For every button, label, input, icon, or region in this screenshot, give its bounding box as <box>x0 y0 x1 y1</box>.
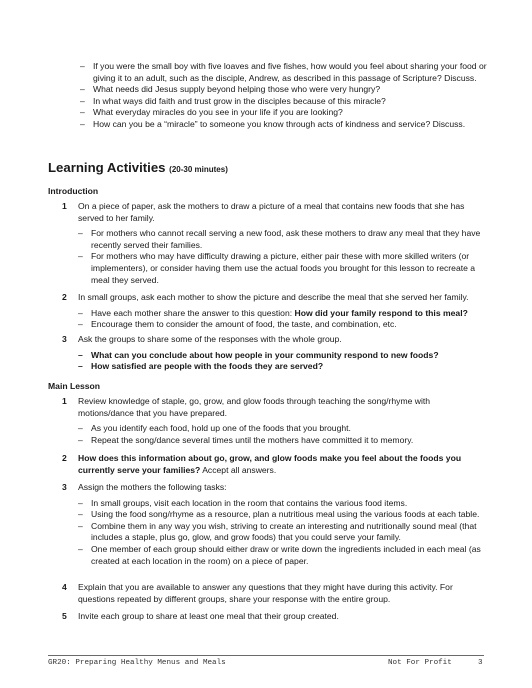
item-text: Review knowledge of staple, go, grow, and glow foods through teaching the song/rhyme with motions/dance that you have prepared. <box>78 396 431 418</box>
list-item: – What everyday miracles do you see in your life if you are looking? <box>80 107 500 119</box>
introduction-item-3 <box>62 334 482 373</box>
introduction-item-2 <box>62 292 482 331</box>
list-item: – For mothers who cannot recall serving a new food, ask these mothers to draw any meal that they have recently served their families. <box>78 228 482 251</box>
list-item: – If you were the small boy with five loaves and five fishes, how would you feel about sharing your food or giving it to an adult, such as the disciple, Andrew, as described in this passage of Scripture? Discuss. <box>80 61 500 84</box>
list-item: – What needs did Jesus supply beyond helping those who were very hungry? <box>80 84 500 96</box>
item-number: 2 <box>62 453 67 463</box>
section-title-text: Learning Activities <box>48 160 166 175</box>
discussion-questions <box>80 61 500 131</box>
list-item: – How satisfied are people with the foods they are served? <box>78 361 482 373</box>
introduction-item-1 <box>62 201 482 286</box>
list-item <box>78 308 482 320</box>
list-item: – What can you conclude about how people in your community respond to new foods? <box>78 350 482 362</box>
list-item: – For mothers who may have difficulty drawing a picture, either pair these with more skilled writers (or implementers), or consider having them use the actual foods you brought for this lesson to recreate a meal they served. <box>78 251 482 286</box>
list-item: – In small groups, visit each location in the room that contains the various food items. <box>78 498 482 510</box>
list-item: – Combine them in any way you wish, striving to create an interesting and nutritionally sound meal (that includes a staple, plus go, glow, and grow foods) that you could serve your family. <box>78 521 482 544</box>
main-lesson-item-5 <box>62 611 482 623</box>
item-text: Invite each group to share at least one meal that their group created. <box>78 611 339 621</box>
item-question: How does this information about go, grow, and glow foods make you feel about the foods you currently serve your families? <box>78 453 462 475</box>
item-number: 5 <box>62 611 67 621</box>
footer-page-number: 3 <box>478 659 483 667</box>
list-item: – Repeat the song/dance several times until the mothers have committed it to memory. <box>78 435 482 447</box>
item-number: 1 <box>62 201 67 211</box>
section-title-learning-activities <box>48 160 228 178</box>
subheading-introduction: Introduction <box>48 186 99 196</box>
list-item: – One member of each group should either draw or write down the ingredients included in each meal (as created at each location in the room) on a piece of paper. <box>78 544 482 567</box>
subheading-main-lesson: Main Lesson <box>48 381 101 391</box>
list-item-text: Have each mother share the answer to this question: <box>91 307 295 318</box>
main-lesson-item-1 <box>62 396 482 446</box>
footer-divider <box>48 655 484 656</box>
item-text <box>78 453 482 476</box>
duration-label: (20-30 minutes) <box>169 165 228 174</box>
list-item: – How can you be a “miracle” to someone you know through acts of kindness and service? Discuss. <box>80 119 500 131</box>
item-number: 3 <box>62 482 67 492</box>
main-lesson-item-2 <box>62 453 482 476</box>
item-text: On a piece of paper, ask the mothers to draw a picture of a meal that contains new foods that she has served to her family. <box>78 201 465 223</box>
list-item: – As you identify each food, hold up one of the foods that you brought. <box>78 423 482 435</box>
footer-not-for-profit: Not For Profit <box>388 659 452 667</box>
item-text: In small groups, ask each mother to show the picture and describe the meal that she served her family. <box>78 292 469 302</box>
footer-document-title: GR20: Preparing Healthy Menus and Meals <box>48 659 226 667</box>
list-item-question: How did your family respond to this meal? <box>294 307 468 318</box>
item-number: 3 <box>62 334 67 344</box>
item-text: Ask the groups to share some of the responses with the whole group. <box>78 334 342 344</box>
main-lesson-item-4 <box>62 582 482 605</box>
item-number: 1 <box>62 396 67 406</box>
item-number: 4 <box>62 582 67 592</box>
item-number: 2 <box>62 292 67 302</box>
list-item: – In what ways did faith and trust grow in the disciples because of this miracle? <box>80 96 500 108</box>
list-item: – Using the food song/rhyme as a resource, plan a nutritious meal using the various foods at each table. <box>78 509 482 521</box>
main-lesson-item-3 <box>62 482 482 567</box>
item-text: Assign the mothers the following tasks: <box>78 482 227 492</box>
list-item: – Encourage them to consider the amount of food, the taste, and combination, etc. <box>78 319 482 331</box>
item-text-after: Accept all answers. <box>200 464 277 475</box>
item-text: Explain that you are available to answer any questions that they might have during this activity. For questions repeated by different groups, share your response with the entire group. <box>78 582 453 604</box>
